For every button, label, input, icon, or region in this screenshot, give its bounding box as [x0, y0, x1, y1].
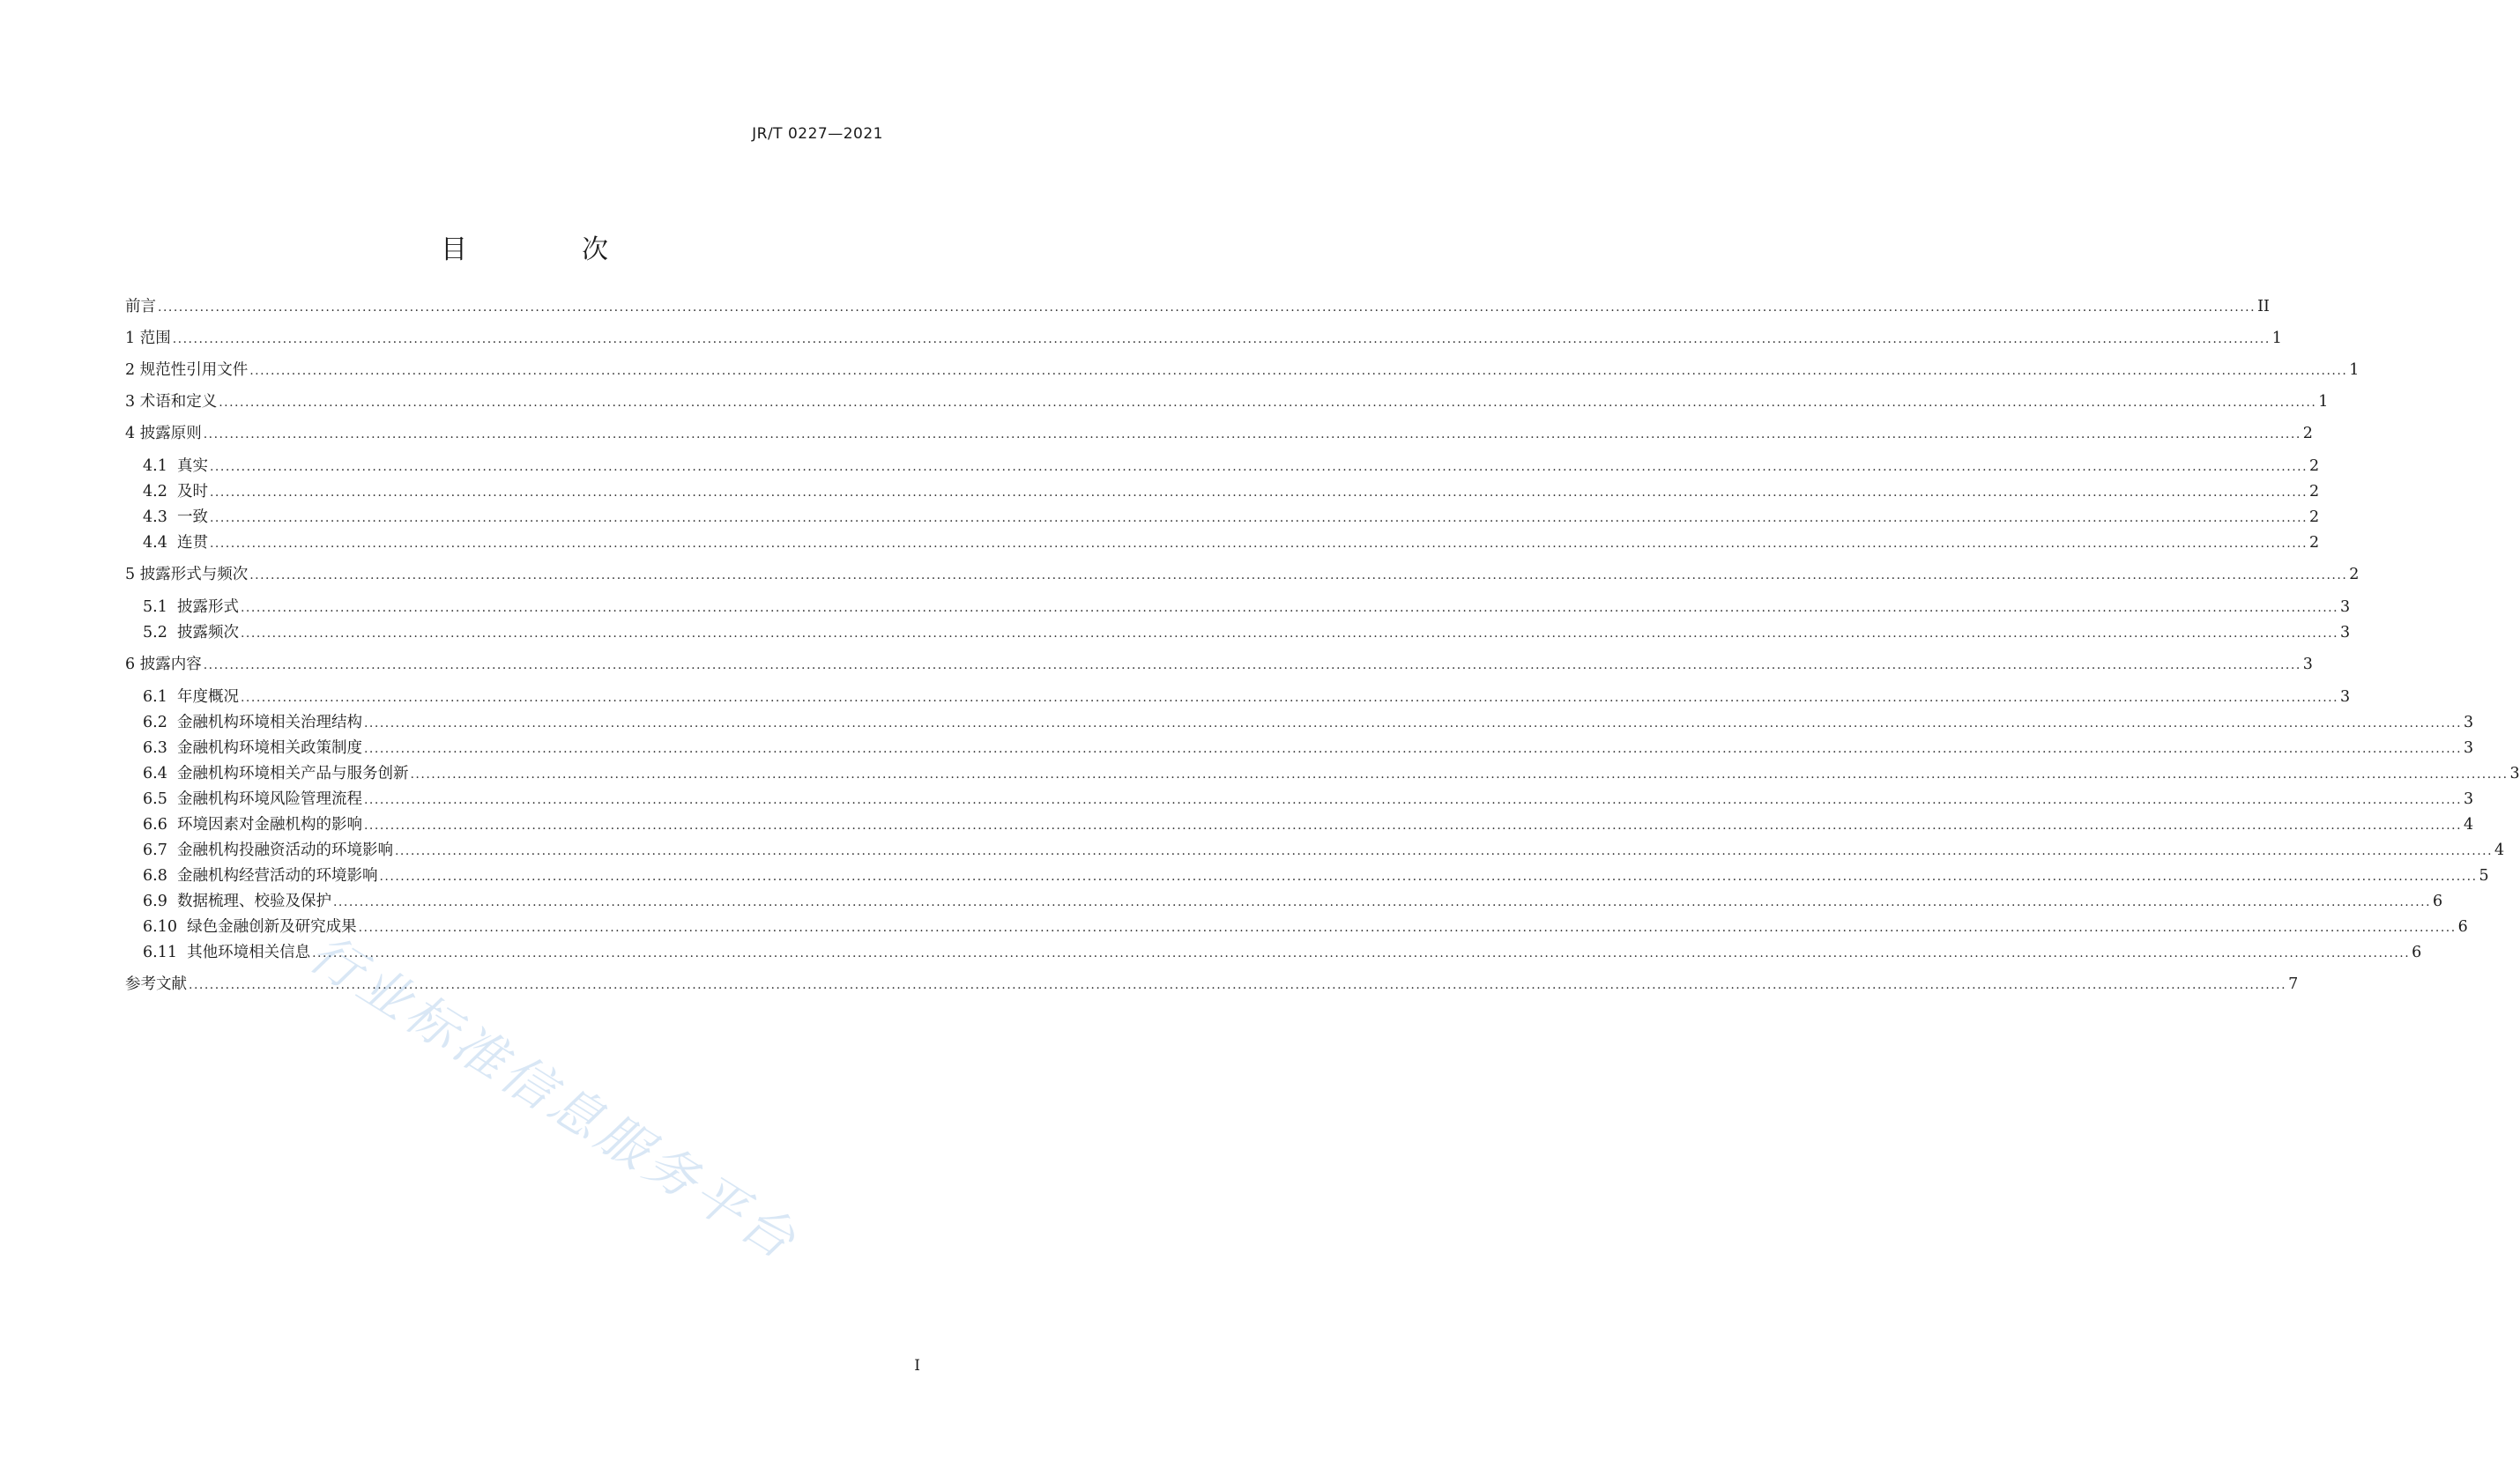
toc-entry-title: 金融机构环境相关产品与服务创新: [176, 765, 409, 782]
toc-leader-dots: ................................................................................................................................................................................................................................................................................................................................................................................................................: [209, 486, 2308, 500]
toc-leader-dots: ................................................................................................................................................................................................................................................................................................................................................................................................................: [209, 511, 2308, 525]
toc-entry-page: 7: [2288, 975, 2299, 993]
toc-leader-dots: ................................................................................................................................................................................................................................................................................................................................................................................................................: [379, 870, 2478, 884]
toc-entry-page: 3: [2340, 688, 2351, 706]
toc-entry-page: 3: [2464, 790, 2474, 808]
toc-leader-dots: ................................................................................................................................................................................................................................................................................................................................................................................................................: [249, 364, 2348, 378]
toc-entry-page: 5: [2479, 867, 2489, 885]
toc-entry-number: 6.9: [143, 893, 177, 910]
toc-leader-dots: ................................................................................................................................................................................................................................................................................................................................................................................................................: [249, 568, 2348, 582]
toc-entry-page: 2: [2349, 566, 2360, 583]
toc-entry[interactable]: [143, 622, 2351, 644]
toc-entry-title: 金融机构环境风险管理流程: [176, 790, 362, 808]
toc-entry[interactable]: [143, 891, 2443, 913]
toc-entry[interactable]: [125, 974, 2299, 996]
toc-entry-title: 数据梳理、校验及保护: [176, 893, 331, 910]
toc-entry-number: 5.1: [143, 598, 177, 616]
toc-leader-dots: ................................................................................................................................................................................................................................................................................................................................................................................................................: [363, 793, 2463, 807]
toc-entry-title: 金融机构经营活动的环境影响: [176, 867, 378, 885]
standard-code: JR/T 0227—2021: [752, 125, 883, 143]
toc-entry-number: 6.10: [143, 918, 188, 936]
toc-leader-dots: ................................................................................................................................................................................................................................................................................................................................................................................................................: [203, 427, 2301, 441]
toc-entry[interactable]: [125, 296, 2270, 318]
toc-entry-page: 1: [2318, 393, 2329, 411]
toc-entry[interactable]: [143, 916, 2468, 938]
toc-entry-page: 6: [2433, 893, 2443, 910]
toc-entry-number: 6.8: [143, 867, 177, 885]
toc-entry[interactable]: [143, 597, 2351, 619]
toc-entry-number: 6.5: [143, 790, 177, 808]
toc-entry-number: 6: [125, 656, 140, 673]
toc-leader-dots: ................................................................................................................................................................................................................................................................................................................................................................................................................: [203, 658, 2301, 672]
toc-entry-page: 4: [2464, 816, 2474, 834]
toc-entry[interactable]: [125, 654, 2313, 676]
toc-leader-dots: ................................................................................................................................................................................................................................................................................................................................................................................................................: [240, 601, 2339, 615]
toc-entry[interactable]: [143, 865, 2489, 887]
toc-leader-dots: ................................................................................................................................................................................................................................................................................................................................................................................................................: [209, 460, 2308, 474]
toc-leader-dots: ................................................................................................................................................................................................................................................................................................................................................................................................................: [410, 767, 2509, 782]
toc-entry-number: 6.4: [143, 765, 177, 782]
toc-entry[interactable]: [143, 712, 2474, 734]
toc-entry-title: 环境因素对金融机构的影响: [176, 816, 362, 834]
toc-entry-page: 2: [2309, 457, 2320, 475]
toc-entry[interactable]: [125, 391, 2329, 413]
toc-entry-title: 披露内容: [139, 656, 202, 673]
toc-entry-page: 3: [2464, 739, 2474, 757]
toc-entry-title: 连贯: [176, 534, 208, 552]
toc-entry-title: 绿色金融创新及研究成果: [187, 918, 357, 936]
toc-entry-title: 一致: [176, 508, 208, 526]
toc-leader-dots: ................................................................................................................................................................................................................................................................................................................................................................................................................: [240, 627, 2339, 641]
toc-entry-number: 4.2: [143, 483, 177, 501]
toc-leader-dots: ................................................................................................................................................................................................................................................................................................................................................................................................................: [394, 844, 2494, 858]
toc-entry-page: II: [2257, 298, 2270, 315]
toc-entry-number: 1: [125, 330, 140, 347]
toc-leader-dots: ................................................................................................................................................................................................................................................................................................................................................................................................................: [219, 396, 2317, 410]
toc-entry-number: 6.6: [143, 816, 177, 834]
toc-entry-title: 规范性引用文件: [139, 361, 249, 379]
toc-entry-page: 3: [2464, 714, 2474, 731]
toc-leader-dots: ................................................................................................................................................................................................................................................................................................................................................................................................................: [172, 332, 2271, 346]
toc-entry[interactable]: [143, 942, 2422, 964]
toc-entry-title: 金融机构投融资活动的环境影响: [176, 842, 393, 859]
toc-entry-number: 5: [125, 566, 140, 583]
toc-entry-page: 4: [2494, 842, 2505, 859]
toc-entry-title: 范围: [139, 330, 171, 347]
toc-entry-title: 及时: [176, 483, 208, 501]
toc-entry-title: 前言: [125, 298, 156, 315]
toc-entry-title: 其他环境相关信息: [187, 944, 311, 961]
toc-leader-dots: ................................................................................................................................................................................................................................................................................................................................................................................................................: [158, 300, 2256, 315]
toc-entry[interactable]: [143, 789, 2474, 811]
toc-entry-number: 6.1: [143, 688, 177, 706]
toc-entry[interactable]: [125, 423, 2313, 445]
toc-entry-title: 参考文献: [125, 975, 187, 993]
toc-entry-page: 1: [2349, 361, 2360, 379]
toc-entry[interactable]: [143, 532, 2320, 554]
toc-leader-dots: ................................................................................................................................................................................................................................................................................................................................................................................................................: [363, 716, 2463, 730]
toc-leader-dots: ................................................................................................................................................................................................................................................................................................................................................................................................................: [358, 921, 2457, 935]
toc-leader-dots: ................................................................................................................................................................................................................................................................................................................................................................................................................: [240, 691, 2339, 705]
toc-entry-number: 6.7: [143, 842, 177, 859]
toc-entry-number: 2: [125, 361, 140, 379]
toc-entry-title: 术语和定义: [139, 393, 218, 411]
toc-entry[interactable]: [125, 564, 2360, 586]
toc-entry-title: 披露形式: [176, 598, 239, 616]
toc-entry-page: 2: [2309, 483, 2320, 501]
toc-entry-number: 6.11: [143, 944, 188, 961]
toc-entry-page: 2: [2309, 534, 2320, 552]
toc-entry[interactable]: [143, 814, 2474, 836]
toc-entry[interactable]: [143, 840, 2505, 862]
toc-entry-page: 6: [2457, 918, 2468, 936]
toc-entry-number: 4.4: [143, 534, 177, 552]
toc-entry-title: 披露原则: [139, 425, 202, 442]
toc-entry-title: 年度概况: [176, 688, 239, 706]
toc-entry[interactable]: [143, 507, 2320, 529]
toc-entry-number: 3: [125, 393, 140, 411]
toc-leader-dots: ................................................................................................................................................................................................................................................................................................................................................................................................................: [332, 895, 2432, 909]
toc-entry-number: 4.1: [143, 457, 177, 475]
toc-entry[interactable]: [125, 328, 2282, 350]
toc-leader-dots: ................................................................................................................................................................................................................................................................................................................................................................................................................: [209, 537, 2308, 551]
toc-entry-page: 3: [2302, 656, 2313, 673]
toc-leader-dots: ................................................................................................................................................................................................................................................................................................................................................................................................................: [312, 946, 2411, 960]
toc-entry[interactable]: [143, 686, 2351, 708]
toc-entry[interactable]: [143, 456, 2320, 478]
toc-entry-number: 6.2: [143, 714, 177, 731]
toc-entry-title: 金融机构环境相关政策制度: [176, 739, 362, 757]
watermark: 行业标准信息服务平台: [299, 923, 810, 1273]
toc-entry-page: 2: [2309, 508, 2320, 526]
toc-entry-title: 披露频次: [176, 624, 239, 641]
toc-entry-title: 真实: [176, 457, 208, 475]
toc-entry-title: 披露形式与频次: [139, 566, 249, 583]
toc-entry-page: 3: [2340, 598, 2351, 616]
toc-entry-page: 2: [2302, 425, 2313, 442]
page-number: I: [914, 1357, 920, 1375]
toc-entry-number: 4.3: [143, 508, 177, 526]
toc-entry-number: 5.2: [143, 624, 177, 641]
toc-entry-number: 6.3: [143, 739, 177, 757]
toc-entry[interactable]: [125, 360, 2360, 382]
toc-leader-dots: ................................................................................................................................................................................................................................................................................................................................................................................................................: [189, 978, 2287, 992]
toc-entry-page: 6: [2412, 944, 2422, 961]
toc-leader-dots: ................................................................................................................................................................................................................................................................................................................................................................................................................: [363, 742, 2463, 756]
toc-entry-page: 1: [2271, 330, 2282, 347]
toc-entry[interactable]: [143, 481, 2320, 503]
page-title: 目 次: [441, 234, 652, 265]
toc-entry[interactable]: [143, 763, 2520, 785]
toc-entry-page: 3: [2509, 765, 2520, 782]
toc-entry[interactable]: [143, 738, 2474, 760]
toc-entry-page: 3: [2340, 624, 2351, 641]
toc-entry-number: 4: [125, 425, 140, 442]
toc-entry-title: 金融机构环境相关治理结构: [176, 714, 362, 731]
toc-leader-dots: ................................................................................................................................................................................................................................................................................................................................................................................................................: [363, 819, 2463, 833]
